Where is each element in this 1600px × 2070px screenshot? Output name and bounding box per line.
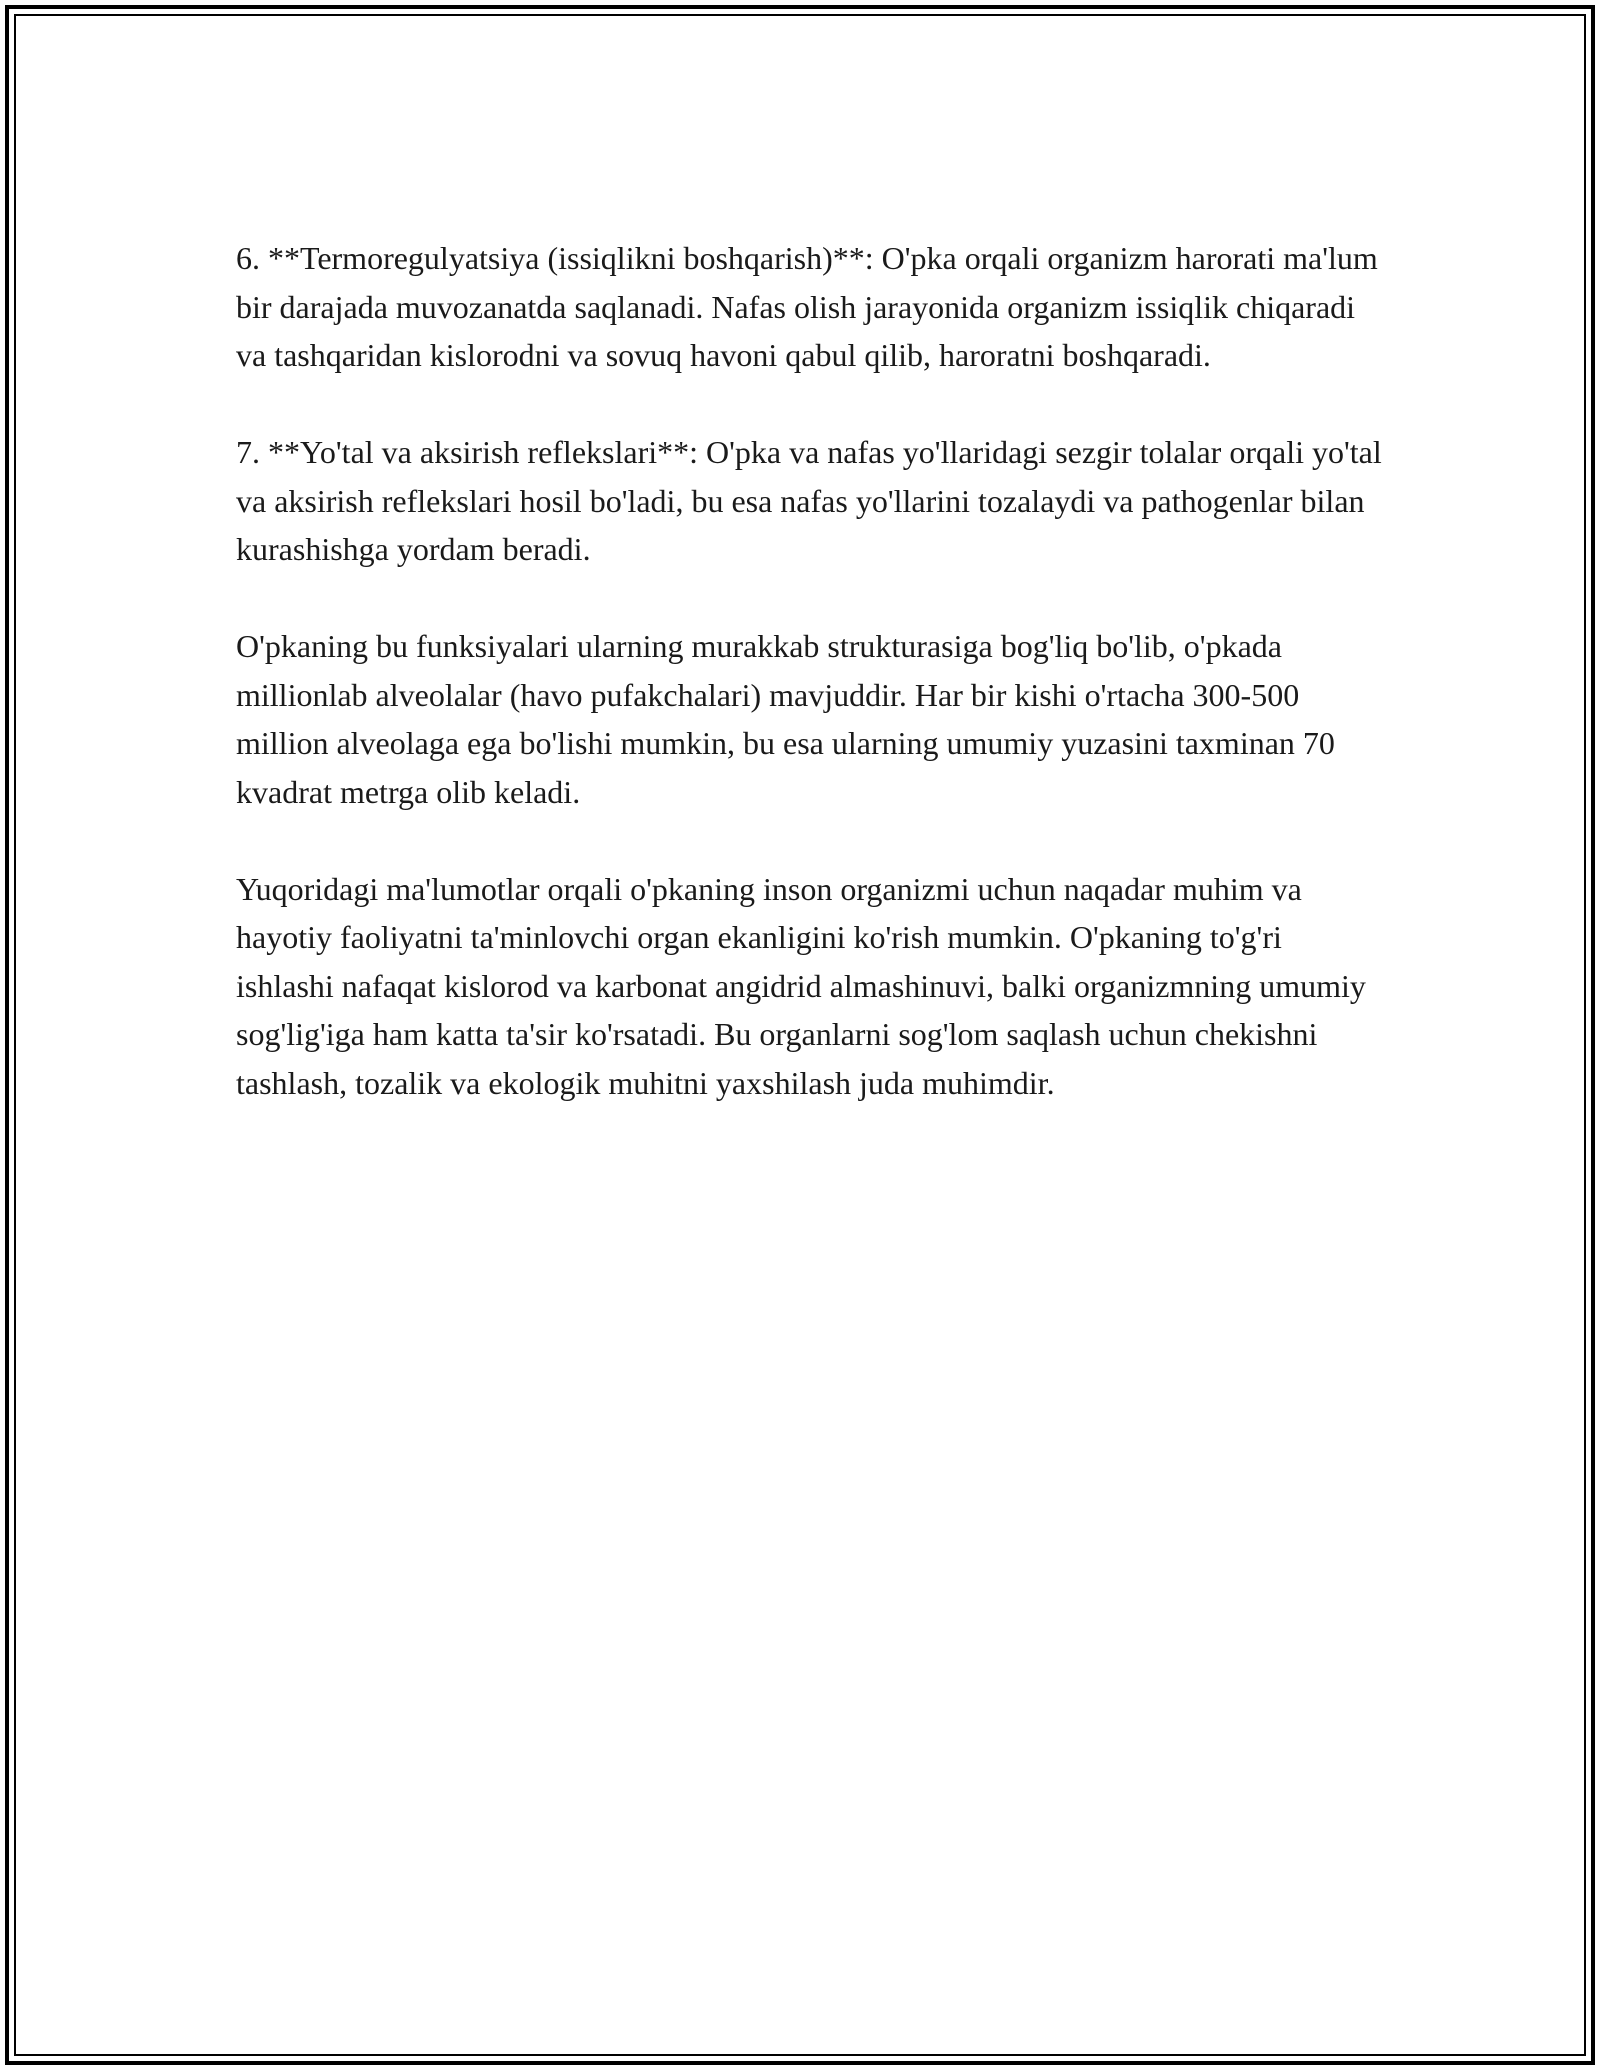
paragraph-conclusion: Yuqoridagi ma'lumotlar orqali o'pkaning inson organizmi uchun naqadar muhim va hayotiy faoliyatni ta'minlovchi organ ekanligini ko'rish mumkin. O'pkaning to'g'ri ishlashi nafaqat kislorod va karbonat angidrid almashinuvi, balki organizmning umumiy sog'lig'iga ham katta ta'sir ko'rsatadi. Bu organlarni sog'lom saqlash uchun chekishni tashlash, tozalik va ekologik muhitni yaxshilash juda muhimdir. bbox=[236, 870, 1366, 1101]
paragraph-alveoli: O'pkaning bu funksiyalari ularning murakkab strukturasiga bog'liq bo'lib, o'pkada millionlab alveolalar (havo pufakchalari) mavjuddir. Har bir kishi o'rtacha 300-500 million alveolaga ega bo'lishi mumkin, bu esa ularning umumiy yuzasini taxminan 70 kvadrat metrga olib keladi. bbox=[236, 628, 1335, 810]
paragraph-cough-sneeze-reflexes: 7. **Yo'tal va aksirish reflekslari**: O'pka va nafas yo'llaridagi sezgir tolalar orqali yo'tal va aksirish reflekslari hosil bo'ladi, bu esa nafas yo'llarini tozalaydi va pathogenlar bilan kurashishga yordam beradi. bbox=[236, 434, 1382, 567]
paragraph-thermoregulation: 6. **Termoregulyatsiya (issiqlikni boshqarish)**: O'pka orqali organizm harorati ma'lum bir darajada muvozanatda saqlanadi. Nafas olish jarayonida organizm issiqlik chiqaradi va tashqaridan kislorodni va sovuq havoni qabul qilib, haroratni boshqaradi. bbox=[236, 240, 1378, 373]
document-body bbox=[236, 234, 1386, 1107]
